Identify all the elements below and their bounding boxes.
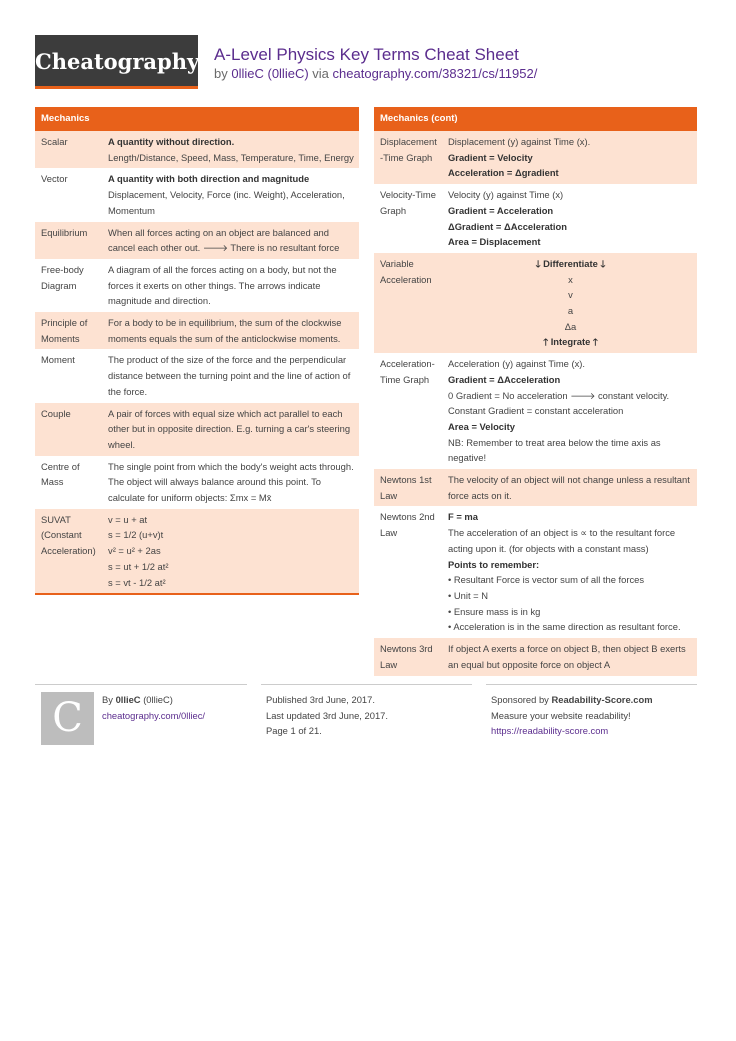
term-definition (102, 349, 359, 402)
author-link[interactable]: 0llieC (0llieC) (231, 66, 309, 81)
definition-line: Acceleration = Δgradient (448, 167, 559, 179)
term-label: Newtons 2nd Law (380, 511, 435, 539)
term-table (374, 131, 697, 676)
definition-line: Displacement, Velocity, Force (inc. Weight), Acceleration, Momentum (108, 189, 345, 216)
table-row (35, 403, 359, 456)
footer-author-link[interactable]: cheatography.com/0lliec/ (102, 709, 206, 721)
table-row (374, 353, 697, 469)
definition-line: A quantity with both direction and magnitude (108, 173, 310, 185)
term-definition (442, 253, 697, 353)
byline (214, 66, 537, 81)
term-label: Velocity-Time Graph (380, 189, 436, 216)
term-label: Centre of Mass (41, 460, 80, 488)
table-row (374, 638, 697, 675)
definition-line: • Unit = N (448, 589, 489, 601)
footer-divider (261, 684, 472, 685)
definition-line: Δa (564, 320, 577, 332)
term-definition (102, 131, 359, 168)
term-label: Moment (41, 354, 75, 366)
sponsor-link[interactable]: https://readability-score.com (491, 725, 609, 736)
updated-date: Last updated 3rd June, 2017. (266, 709, 388, 721)
page-number: Page 1 of 21. (266, 725, 322, 736)
definition-line: v (568, 289, 573, 301)
footer-author (102, 692, 205, 723)
definition-line: Gradient = ΔAcceleration (448, 373, 561, 385)
definition-line: A diagram of all the forces acting on a body, but not the forces it exerts on other things. The arrows indicate magnitude and direction. (108, 263, 337, 307)
definition-line: • Acceleration is in the same direction as resultant force. (448, 621, 681, 633)
definition-line: Constant Gradient = constant acceleration (448, 405, 624, 417)
term-label: Acceleration-Time Graph (380, 358, 435, 385)
definition-line: F = ma (448, 511, 478, 523)
section-heading: Mechanics (cont) (374, 107, 697, 131)
section-heading: Mechanics (35, 107, 359, 131)
definition-line: Gradient = Acceleration (448, 204, 554, 216)
term-label: Principle of Moments (41, 317, 88, 344)
term-label: Vector (41, 173, 68, 185)
definition-line: s = ut + 1/2 at² (108, 560, 169, 572)
term-definition (442, 469, 697, 506)
table-row (35, 456, 359, 509)
definition-line: The product of the size of the force and the perpendicular distance between the turning point and the line of action of the force. (108, 354, 351, 397)
term-label: Displacement -Time Graph (380, 136, 437, 163)
term-label: Newtons 3rd Law (380, 643, 433, 670)
term-definition (442, 184, 697, 253)
term-label: Couple (41, 407, 71, 419)
definition-line: When all forces acting on an object are balanced and cancel each other out. 🡒 There is no resultant force (108, 226, 340, 254)
table-row (35, 509, 359, 594)
footer-sponsor (491, 692, 653, 739)
cheatography-logo[interactable] (35, 35, 198, 89)
section-divider (35, 593, 359, 595)
definition-line: v = u + at (108, 513, 148, 525)
term-label: SUVAT (Constant Acceleration) (41, 513, 96, 557)
definition-line: 🡑 Integrate 🡑 (543, 336, 598, 348)
table-row (35, 312, 359, 349)
definition-line: a (567, 305, 574, 317)
sheet-url-link[interactable]: cheatography.com/38321/cs/11952/ (332, 66, 538, 81)
logo-text: Cheatography (35, 49, 200, 74)
avatar-letter: C (52, 695, 83, 741)
definition-line: Displacement (y) against Time (x). (448, 136, 591, 147)
term-definition (442, 353, 697, 469)
term-definition (102, 403, 359, 456)
definition-line: The velocity of an object will not change unless a resultant force acts on it. (448, 474, 690, 501)
footer-divider (35, 684, 247, 685)
logo-accent-bar (35, 86, 198, 89)
term-definition (102, 312, 359, 349)
table-row (374, 184, 697, 253)
definition-line: x (568, 273, 573, 285)
term-definition (102, 259, 359, 312)
definition-line: s = vt - 1/2 at² (108, 576, 166, 588)
definition-line: • Resultant Force is vector sum of all the forces (448, 574, 645, 586)
table-row (374, 253, 697, 353)
definition-line: Velocity (y) against Time (x) (448, 189, 564, 201)
definition-line: Area = Velocity (448, 420, 515, 432)
definition-line: Length/Distance, Speed, Mass, Temperature, Time, Energy (108, 151, 354, 163)
definition-line: A pair of forces with equal size which act parallel to each other but in opposite direction. E.g. turning a car's steering wheel. (108, 407, 351, 450)
term-label: Variable Acceleration (380, 257, 432, 285)
term-definition (102, 509, 359, 594)
author-avatar[interactable] (41, 692, 94, 745)
definition-line: NB: Remember to treat area below the time axis as negative! (448, 436, 661, 464)
definition-line: If object A exerts a force on object B, then object B exerts an equal but opposite force on object A (448, 643, 686, 670)
term-table (35, 131, 359, 593)
mechanics-section (35, 107, 359, 595)
term-definition (102, 168, 359, 221)
byline-via: via (312, 66, 329, 81)
footer-divider (486, 684, 697, 685)
table-row (35, 222, 359, 259)
definition-line: The acceleration of an object is ∝ to the resultant force acting upon it. (for objects with a constant mass) (448, 527, 676, 554)
definition-line: s = 1/2 (u+v)t (108, 529, 164, 541)
sponsor-name: Readability-Score.com (551, 694, 653, 705)
table-row (374, 131, 697, 184)
footer-by: By (102, 694, 113, 705)
table-row (35, 349, 359, 402)
definition-line: 0 Gradient = No acceleration 🡒 constant velocity. (448, 389, 670, 401)
definition-line: Gradient = Velocity (448, 151, 533, 163)
term-definition (442, 131, 697, 184)
footer-author-handle: (0llieC) (143, 694, 173, 705)
term-label: Free-body Diagram (41, 263, 84, 291)
page-title: A-Level Physics Key Terms Cheat Sheet (214, 45, 519, 64)
published-date: Published 3rd June, 2017. (266, 694, 375, 705)
definition-line: Area = Displacement (448, 236, 541, 248)
term-definition (442, 506, 697, 638)
byline-prefix: by (214, 66, 228, 81)
definition-line: ΔGradient = ΔAcceleration (448, 220, 567, 232)
term-definition (102, 456, 359, 509)
definition-line: Acceleration (y) against Time (x). (448, 358, 586, 370)
table-row (35, 131, 359, 168)
term-label: Newtons 1st Law (380, 474, 432, 501)
sponsored-by: Sponsored by (491, 694, 549, 705)
mechanics-cont-section (374, 107, 697, 676)
definition-line: 🡓 Differentiate 🡓 (535, 257, 606, 269)
term-definition (442, 638, 697, 675)
definition-line: The single point from which the body's weight acts through. The object will always balance around this point. To calculate for uniform objects: Σmx = Mx̄ (108, 460, 354, 504)
footer-publish-info (266, 692, 388, 739)
sponsor-tagline: Measure your website readability! (491, 709, 631, 721)
table-row (374, 506, 697, 638)
definition-line: • Ensure mass is in kg (448, 605, 541, 617)
table-row (374, 469, 697, 506)
term-definition (102, 222, 359, 259)
table-row (35, 259, 359, 312)
definition-line: v² = u² + 2as (108, 545, 161, 557)
definition-line: For a body to be in equilibrium, the sum of the clockwise moments equals the sum of the anticlockwise moments. (108, 317, 342, 344)
table-row (35, 168, 359, 221)
definition-line: A quantity without direction. (108, 136, 235, 147)
term-label: Equilibrium (41, 226, 88, 238)
definition-line: Points to remember: (448, 558, 540, 570)
footer-author-name: 0llieC (115, 694, 141, 705)
term-label: Scalar (41, 136, 68, 147)
